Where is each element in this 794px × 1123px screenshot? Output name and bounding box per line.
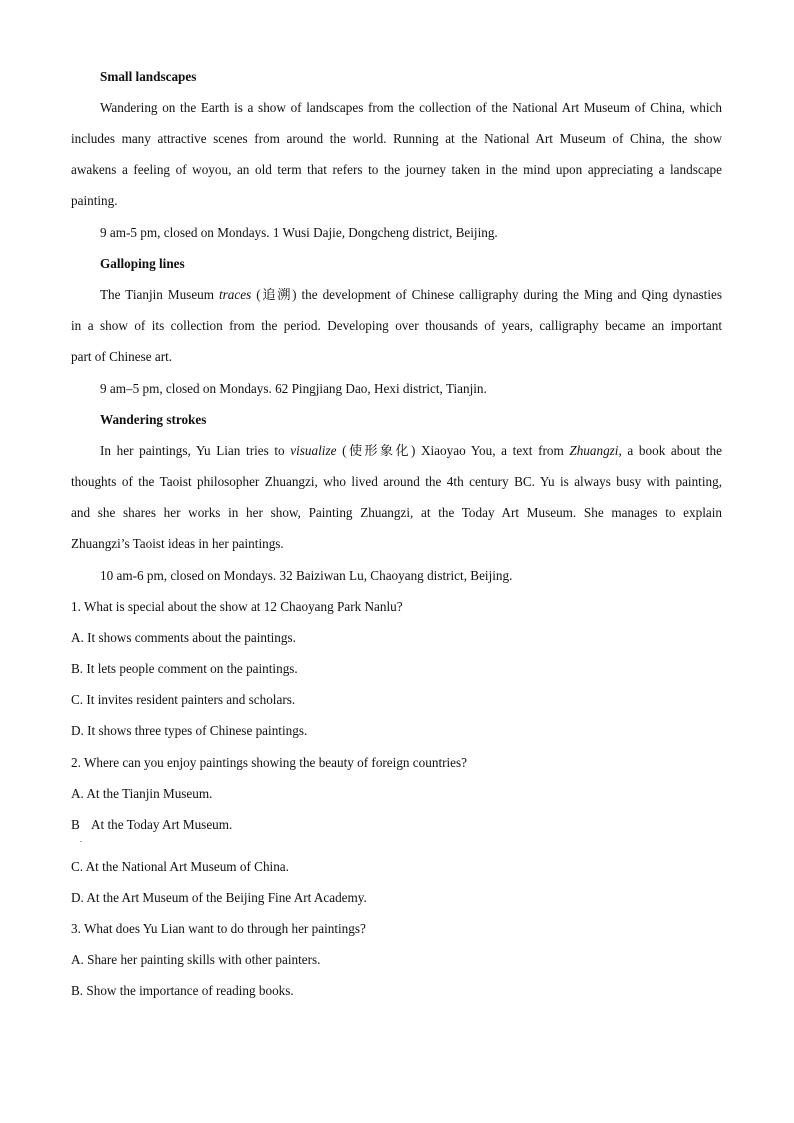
text-run: , a book about the [618,443,722,458]
answer-option: D. It shows three types of Chinese paintings. [71,723,308,738]
show-info: 9 am-5 pm, closed on Mondays. 1 Wusi Dajie, Dongcheng district, Beijing. [100,225,498,240]
answer-option: B. It lets people comment on the paintings. [71,661,298,676]
book-title: Zhuangzi [569,443,619,458]
text-run: The Tianjin Museum [100,287,220,302]
answer-option: A. Share her painting skills with other painters. [71,952,321,967]
vocab-term: visualize [290,443,337,458]
vocab-term: traces [219,287,252,302]
paragraph-line: awakens a feeling of woyou, an old term that refers to the journey taken in the mind upon appreciating a landscape [71,162,722,177]
paragraph-line: and she shares her works in her show, Painting Zhuangzi, at the Today Art Museum. She manages to explain [71,505,722,520]
answer-option: B. Show the importance of reading books. [71,983,294,998]
paragraph-line: thoughts of the Taoist philosopher Zhuangzi, who lived around the 4th century BC. Yu is always busy with painting, [71,474,722,489]
show-info: 9 am–5 pm, closed on Mondays. 62 Pingjiang Dao, Hexi district, Tianjin. [100,381,487,396]
paragraph-line: includes many attractive scenes from around the world. Running at the National Art Museum of China, the show [71,131,722,146]
text-run: (追溯) the development of Chinese calligraphy during the Ming and Qing dynasties [251,287,722,302]
answer-option: D. At the Art Museum of the Beijing Fine Art Academy. [71,890,367,905]
section-heading: Galloping lines [100,256,185,271]
paragraph-line: painting. [71,193,118,208]
answer-option: At the Today Art Museum. [91,817,233,832]
paragraph-line: in a show of its collection from the period. Developing over thousands of years, calligraphy became an important [71,318,722,333]
paragraph-line: part of Chinese art. [71,349,173,364]
answer-option: A. At the Tianjin Museum. [71,786,213,801]
question-stem: 3. What does Yu Lian want to do through her paintings? [71,921,366,936]
answer-option: C. It invites resident painters and scholars. [71,692,296,707]
question-stem: 1. What is special about the show at 12 Chaoyang Park Nanlu? [71,599,403,614]
text-run: (使形象化) Xiaoyao You, a text from [336,443,570,458]
section-heading: Wandering strokes [100,412,207,427]
paragraph-line [100,443,722,459]
text-run: In her paintings, Yu Lian tries to [100,443,291,458]
show-info: 10 am-6 pm, closed on Mondays. 32 Baiziwan Lu, Chaoyang district, Beijing. [100,568,513,583]
answer-option: C. At the National Art Museum of China. [71,859,289,874]
paragraph-line: Wandering on the Earth is a show of landscapes from the collection of the National Art Museum of China, which [100,100,722,115]
answer-option-letter: B [71,817,80,832]
answer-option: A. It shows comments about the paintings. [71,630,296,645]
section-heading: Small landscapes [100,69,197,84]
question-stem: 2. Where can you enjoy paintings showing the beauty of foreign countries? [71,755,468,770]
paragraph-line: Zhuangzi’s Taoist ideas in her paintings. [71,536,284,551]
stray-dot-mark: . [80,835,82,844]
paragraph-line [100,287,722,303]
